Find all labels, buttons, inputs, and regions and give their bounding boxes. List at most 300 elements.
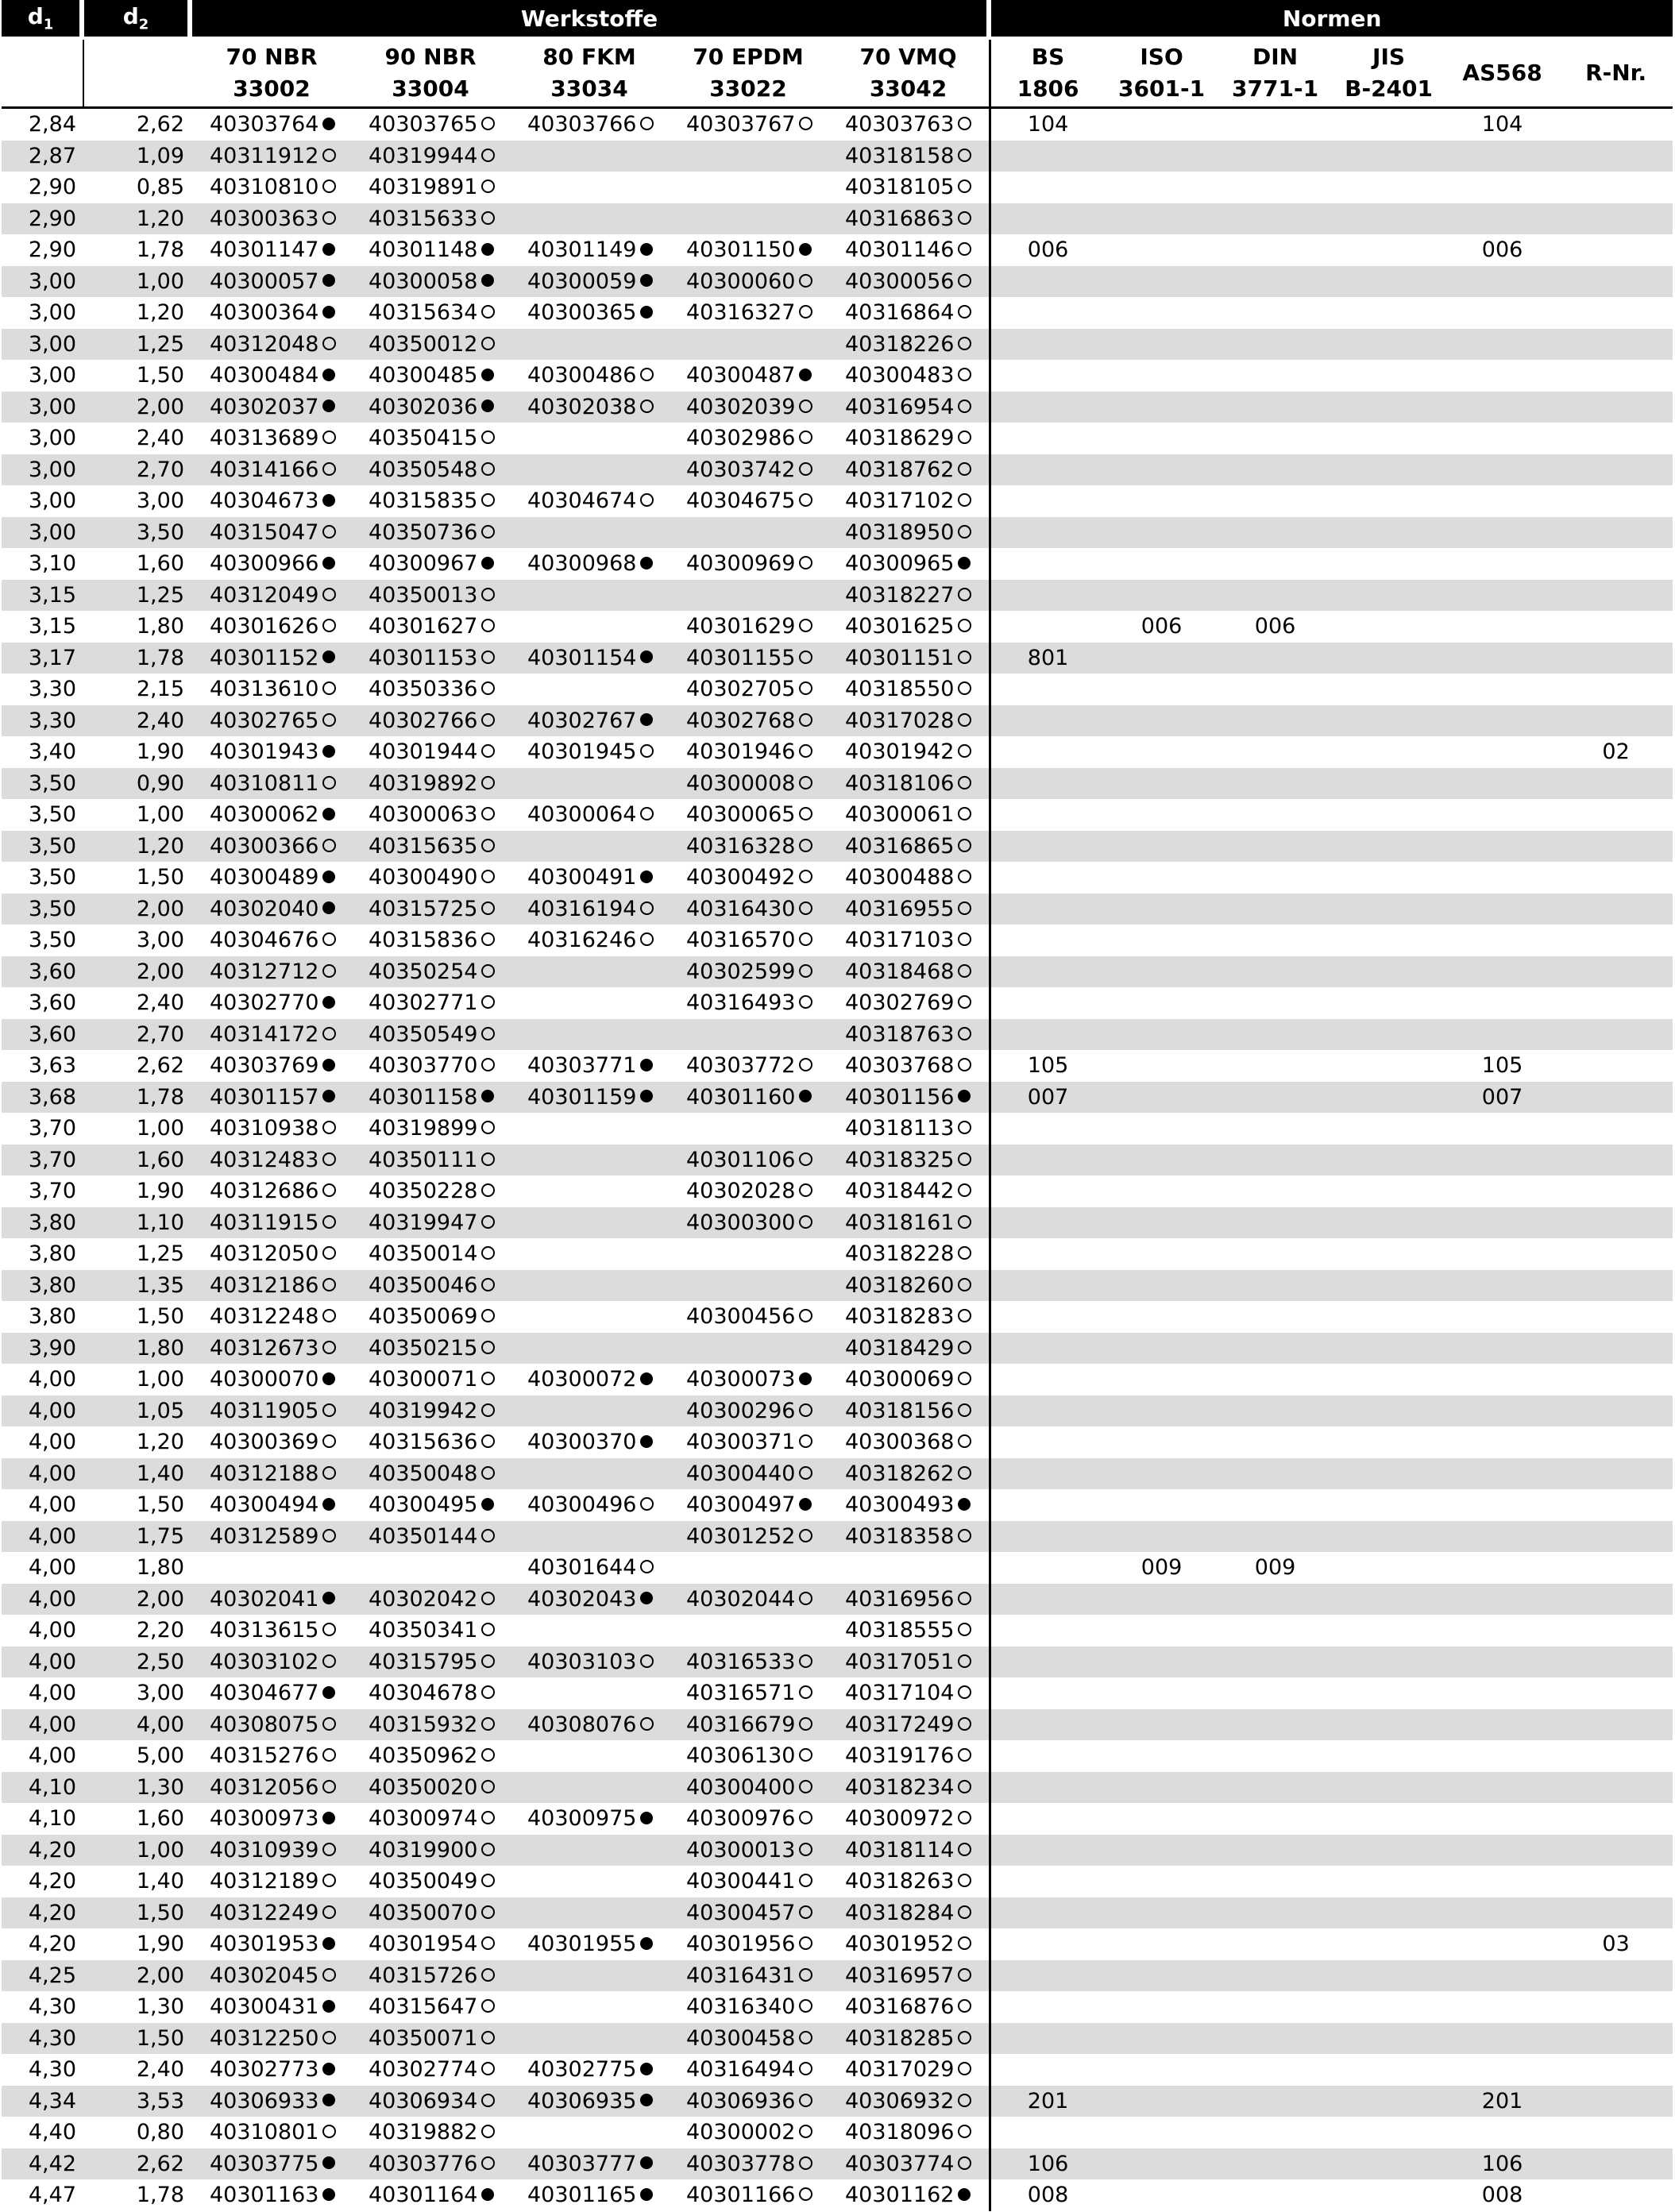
norm-cell (1559, 2086, 1673, 2117)
d1-cell: 3,00 (2, 329, 84, 361)
d2-cell: 1,80 (136, 1555, 184, 1580)
article-number-cell (351, 987, 510, 1019)
availability-marker (957, 1207, 971, 1239)
table-row (2, 736, 1673, 768)
filled-circle-icon (322, 1498, 335, 1511)
article-number-cell (351, 360, 510, 392)
availability-marker (322, 862, 336, 894)
article-number: 40317028 (845, 708, 955, 733)
norm-cell: 105 (1027, 1053, 1069, 1078)
availability-marker (798, 768, 812, 800)
norm-cell (1445, 768, 1559, 800)
open-circle-icon (322, 1717, 336, 1731)
availability-marker (639, 266, 654, 298)
d2-cell: 1,90 (136, 739, 184, 764)
availability-marker (957, 2054, 971, 2086)
norm-cell (1445, 1175, 1559, 1207)
article-number: 40300008 (686, 770, 796, 796)
article-number-cell (669, 674, 828, 705)
open-circle-icon (958, 1748, 971, 1762)
table-row (2, 517, 1673, 549)
article-number: 40300366 (210, 833, 319, 859)
norm-cell (1332, 392, 1445, 423)
article-number: 40314166 (210, 457, 319, 482)
norm-cell (991, 611, 1105, 643)
article-number: 40310810 (210, 175, 319, 199)
article-number-cell (351, 423, 510, 454)
article-number: 40300060 (686, 268, 796, 294)
norm-cell (1105, 1145, 1218, 1176)
d2-cell: 2,70 (84, 1019, 192, 1051)
open-circle-icon (322, 2031, 336, 2044)
norm-cell (1559, 674, 1673, 705)
norm-cell (1105, 768, 1218, 800)
norm-cell (1332, 1835, 1445, 1866)
availability-marker (639, 1646, 654, 1678)
availability-marker (322, 1803, 336, 1835)
d1-cell: 4,42 (2, 2148, 84, 2180)
article-number-cell (510, 2117, 669, 2148)
availability-marker (798, 894, 812, 925)
table-row (2, 141, 1673, 172)
norm-cell (1105, 1113, 1218, 1145)
d1-cell: 2,84 (28, 112, 76, 137)
open-circle-icon (481, 2031, 495, 2044)
availability-marker (957, 392, 971, 423)
article-number-cell (351, 1521, 510, 1553)
d2-cell: 1,75 (84, 1521, 192, 1553)
availability-marker (798, 956, 812, 988)
article-number: 40300483 (845, 363, 955, 388)
d2-cell: 2,40 (84, 705, 192, 737)
d2-cell: 2,70 (84, 454, 192, 486)
table-row (2, 705, 1673, 737)
norm-cell (1218, 1897, 1332, 1929)
norm-cell (1105, 1991, 1218, 2023)
availability-marker (322, 1396, 336, 1427)
article-number-cell (510, 894, 669, 925)
article-number: 40301155 (686, 645, 796, 670)
d1-cell: 3,00 (28, 300, 76, 325)
article-number-cell (669, 1333, 828, 1365)
article-number-cell (828, 266, 991, 298)
d2-cell: 1,80 (84, 1333, 192, 1365)
norm-cell (991, 1897, 1105, 1929)
table-row (2, 831, 1673, 863)
article-number: 40313689 (210, 426, 319, 450)
availability-marker (322, 1584, 336, 1616)
d1-cell: 3,60 (28, 990, 76, 1015)
availability-marker (957, 2086, 971, 2117)
article-number-cell (669, 1082, 828, 1114)
norm-cell (1218, 485, 1332, 517)
norm-cell (1105, 1709, 1218, 1741)
article-number: 40303764 (210, 112, 319, 137)
article-number-cell (192, 266, 351, 298)
table-row (2, 1584, 1673, 1616)
norm-cell (1218, 2148, 1332, 2180)
availability-marker (481, 1928, 495, 1960)
filled-circle-icon (322, 2094, 335, 2106)
article-number-cell (510, 392, 669, 423)
d1-cell: 4,40 (28, 2120, 76, 2144)
norm-cell (991, 1960, 1105, 1992)
open-circle-icon (958, 117, 971, 130)
article-number: 40350144 (369, 1523, 478, 1549)
norm-cell (1218, 580, 1332, 612)
norm-cell (1332, 141, 1445, 172)
norm-cell (1105, 2117, 1218, 2148)
article-number-cell (192, 234, 351, 266)
article-number-cell (510, 1238, 669, 1270)
norm-cell (1559, 1050, 1673, 1082)
article-number: 40303775 (210, 2151, 319, 2176)
open-circle-icon (322, 1183, 336, 1197)
availability-marker (798, 1207, 812, 1239)
filled-circle-icon (640, 1090, 653, 1102)
norm-cell (991, 1207, 1105, 1239)
open-circle-icon (958, 1403, 971, 1417)
open-circle-icon (799, 1811, 812, 1824)
article-number: 40300486 (527, 363, 637, 388)
article-number: 40350228 (369, 1179, 478, 1203)
availability-marker (957, 360, 971, 392)
article-number: 40312249 (210, 1900, 319, 1925)
article-number-cell (351, 831, 510, 863)
norm-cell (1332, 172, 1445, 203)
norm-number: 1806 (1017, 75, 1079, 102)
availability-marker (322, 736, 336, 768)
norm-name: BS (1031, 44, 1065, 70)
open-circle-icon (322, 1843, 336, 1856)
filled-circle-icon (640, 713, 653, 726)
o-ring-table (2, 0, 1673, 2211)
filled-circle-icon (322, 118, 335, 130)
article-number-cell (192, 956, 351, 988)
article-number-cell (192, 2054, 351, 2086)
norm-cell (1559, 768, 1673, 800)
article-number: 40300966 (210, 551, 319, 576)
open-circle-icon (640, 807, 654, 820)
norm-cell (1105, 423, 1218, 454)
article-number-cell (510, 1364, 669, 1396)
article-number-cell (351, 1458, 510, 1490)
norm-cell (1105, 1615, 1218, 1646)
article-number: 40316194 (527, 896, 637, 921)
d2-cell: 2,62 (136, 1053, 184, 1078)
article-number-cell (510, 1426, 669, 1458)
availability-marker (481, 2023, 495, 2055)
d1-cell: 2,90 (2, 203, 84, 235)
article-number: 40300488 (845, 865, 955, 890)
article-number-cell (510, 1113, 669, 1145)
open-circle-icon (481, 305, 495, 318)
filled-circle-icon (640, 2156, 653, 2169)
article-number-cell (828, 234, 991, 266)
availability-marker (798, 109, 812, 141)
norm-cell (991, 987, 1105, 1019)
article-number-cell (510, 1740, 669, 1772)
availability-marker (322, 1677, 336, 1709)
filled-circle-icon (640, 1592, 653, 1604)
open-circle-icon (958, 2156, 971, 2170)
d2-cell: 1,50 (84, 1897, 192, 1929)
availability-marker (322, 799, 336, 831)
availability-marker (639, 360, 654, 392)
availability-marker (639, 392, 654, 423)
norm-cell (1445, 1928, 1559, 1960)
availability-marker (798, 1991, 812, 2023)
d1-cell: 3,15 (28, 614, 76, 639)
norm-cell (1218, 1803, 1332, 1835)
availability-marker (481, 1458, 495, 1490)
article-number: 40350012 (369, 331, 478, 357)
article-number: 40316876 (845, 1994, 955, 2019)
availability-marker (322, 705, 336, 737)
article-number: 40316957 (845, 1963, 955, 1988)
article-number-cell (192, 329, 351, 361)
article-number-cell (669, 705, 828, 737)
norm-cell (1218, 423, 1332, 454)
open-circle-icon (322, 1529, 336, 1542)
norm-cell (1332, 2179, 1445, 2211)
norm-cell (1445, 2054, 1559, 2086)
norm-cell (1105, 1333, 1218, 1365)
norm-cell (1445, 423, 1559, 454)
availability-marker (481, 674, 495, 705)
article-number: 40318629 (845, 426, 955, 450)
header-row-columns (2, 40, 1673, 109)
article-number-cell (510, 1709, 669, 1741)
open-circle-icon (958, 1466, 971, 1480)
d2-cell: 3,00 (136, 928, 184, 952)
filled-circle-icon (481, 243, 494, 256)
availability-marker (481, 705, 495, 737)
norm-cell (1105, 297, 1218, 329)
article-number: 40318263 (845, 1869, 955, 1894)
article-number-cell (351, 297, 510, 329)
availability-marker (798, 1928, 812, 1960)
open-circle-icon (322, 1278, 336, 1291)
article-number-cell (669, 548, 828, 580)
article-number-cell (351, 1333, 510, 1365)
norm-cell (1445, 329, 1559, 361)
article-number-cell (828, 1552, 991, 1584)
open-circle-icon (322, 619, 336, 632)
filled-circle-icon (799, 1498, 812, 1511)
open-circle-icon (799, 1529, 812, 1542)
norm-cell (1332, 705, 1445, 737)
norm-cell (1559, 1740, 1673, 1772)
norm-cell (1332, 297, 1445, 329)
availability-marker (957, 1396, 971, 1427)
article-number-cell (510, 1145, 669, 1176)
norm-cell (1218, 736, 1332, 768)
open-circle-icon (322, 964, 336, 978)
d1-cell: 2,90 (28, 237, 76, 262)
norm-cell (1105, 1960, 1218, 1992)
availability-marker (957, 1458, 971, 1490)
open-circle-icon (799, 776, 812, 789)
norm-cell (1332, 266, 1445, 298)
d2-cell: 1,00 (136, 802, 184, 827)
open-circle-icon (481, 493, 495, 507)
article-number: 40318468 (845, 959, 955, 984)
norm-cell (1445, 297, 1559, 329)
open-circle-icon (322, 1780, 336, 1793)
article-number-cell (351, 674, 510, 705)
article-number: 40318555 (845, 1618, 955, 1643)
article-number: 40302986 (686, 426, 796, 450)
norm-cell (991, 1521, 1105, 1553)
availability-marker (639, 297, 654, 329)
article-number: 40300491 (527, 865, 637, 890)
norm-cell (1559, 109, 1673, 141)
availability-marker (798, 1584, 812, 1616)
article-number-cell (669, 1552, 828, 1584)
open-circle-icon (799, 2062, 812, 2075)
norm-cell (1559, 1270, 1673, 1302)
availability-marker (322, 485, 336, 517)
availability-marker (322, 1019, 336, 1051)
article-number: 40313615 (210, 1618, 319, 1643)
availability-marker (322, 580, 336, 612)
article-number: 40319899 (369, 1116, 478, 1141)
norm-cell (1445, 862, 1559, 894)
open-circle-icon (481, 1403, 495, 1417)
article-number-cell (828, 2054, 991, 2086)
norm-cell (991, 1835, 1105, 1866)
article-number-cell (828, 956, 991, 988)
article-number: 40300400 (686, 1774, 796, 1800)
article-number-cell (192, 1396, 351, 1427)
article-number: 40300967 (369, 551, 478, 576)
article-number: 40301955 (527, 1932, 637, 1956)
article-number-cell (510, 1960, 669, 1992)
article-number: 40300974 (369, 1806, 478, 1831)
norm-cell (991, 768, 1105, 800)
article-number-cell (351, 1897, 510, 1929)
d2-cell: 2,00 (84, 894, 192, 925)
article-number-cell (828, 1489, 991, 1521)
norm-cell (1218, 2179, 1332, 2211)
availability-marker (322, 1709, 336, 1741)
article-number: 40350962 (369, 1743, 478, 1768)
open-circle-icon (958, 807, 971, 820)
norm-cell (1105, 799, 1218, 831)
article-number: 40302773 (210, 2057, 319, 2082)
availability-marker (798, 485, 812, 517)
article-number-cell (192, 1584, 351, 1616)
article-number-cell (192, 297, 351, 329)
availability-marker (481, 2148, 495, 2180)
open-circle-icon (958, 588, 971, 601)
open-circle-icon (958, 870, 971, 883)
article-number-cell (510, 1333, 669, 1365)
article-number-cell (510, 172, 669, 203)
article-number: 40350071 (369, 2025, 478, 2051)
norm-cell (1559, 1991, 1673, 2023)
article-number: 40301159 (527, 1084, 637, 1110)
open-circle-icon (481, 149, 495, 162)
article-number: 40316571 (686, 1681, 796, 1705)
article-number-cell (192, 1207, 351, 1239)
open-circle-icon (322, 2125, 336, 2138)
norm-cell: 201 (1445, 2086, 1559, 2117)
d1-cell: 3,40 (28, 739, 76, 764)
material-name: 70 EPDM (693, 44, 804, 70)
availability-marker (322, 1426, 336, 1458)
article-number-cell (828, 1584, 991, 1616)
article-number-cell (192, 1709, 351, 1741)
article-number: 40310801 (210, 2120, 319, 2144)
d2-cell: 1,50 (136, 363, 184, 388)
d2-cell: 3,00 (136, 1681, 184, 1705)
article-number-cell (192, 1082, 351, 1114)
article-number: 40302705 (686, 677, 796, 701)
norm-cell (1559, 831, 1673, 863)
open-circle-icon (322, 839, 336, 852)
article-number-cell (192, 1489, 351, 1521)
open-circle-icon (322, 1403, 336, 1417)
table-row (2, 1615, 1673, 1646)
article-number: 40300371 (686, 1430, 796, 1454)
norm-column-header (1445, 40, 1559, 109)
availability-marker (798, 736, 812, 768)
article-number: 40315647 (369, 1994, 478, 2019)
table-row (2, 297, 1673, 329)
norm-cell (1105, 674, 1218, 705)
open-circle-icon (481, 932, 495, 946)
article-number: 40306935 (527, 2088, 637, 2114)
article-number: 40301162 (845, 2183, 955, 2207)
open-circle-icon (958, 1278, 971, 1291)
article-number: 40319176 (845, 1743, 955, 1768)
availability-marker (957, 611, 971, 643)
norm-cell (991, 1552, 1105, 1584)
article-number-cell (351, 141, 510, 172)
article-number: 40319891 (369, 175, 478, 199)
table-row (2, 1082, 1673, 1114)
article-number: 40304677 (210, 1681, 319, 1705)
open-circle-icon (958, 1246, 971, 1260)
d1-cell: 4,20 (2, 1897, 84, 1929)
availability-marker (798, 1960, 812, 1992)
article-number-cell (510, 2086, 669, 2117)
article-number-cell (828, 674, 991, 705)
article-number-cell (669, 1709, 828, 1741)
norm-cell (1218, 1270, 1332, 1302)
article-number-cell (192, 1521, 351, 1553)
norm-cell (1559, 1426, 1673, 1458)
availability-marker (481, 580, 495, 612)
availability-marker (798, 1803, 812, 1835)
norm-cell (1559, 1615, 1673, 1646)
d1-cell: 4,20 (2, 1835, 84, 1866)
d1-cell: 3,70 (28, 1179, 76, 1203)
norm-cell (1218, 831, 1332, 863)
availability-marker (481, 329, 495, 361)
article-number: 40300369 (210, 1430, 319, 1454)
availability-marker (957, 485, 971, 517)
availability-marker (798, 862, 812, 894)
table-row (2, 485, 1673, 517)
article-number: 40300485 (369, 363, 478, 388)
open-circle-icon (799, 1748, 812, 1762)
article-number-cell (510, 1019, 669, 1051)
norm-cell (991, 705, 1105, 737)
article-number-cell (351, 548, 510, 580)
